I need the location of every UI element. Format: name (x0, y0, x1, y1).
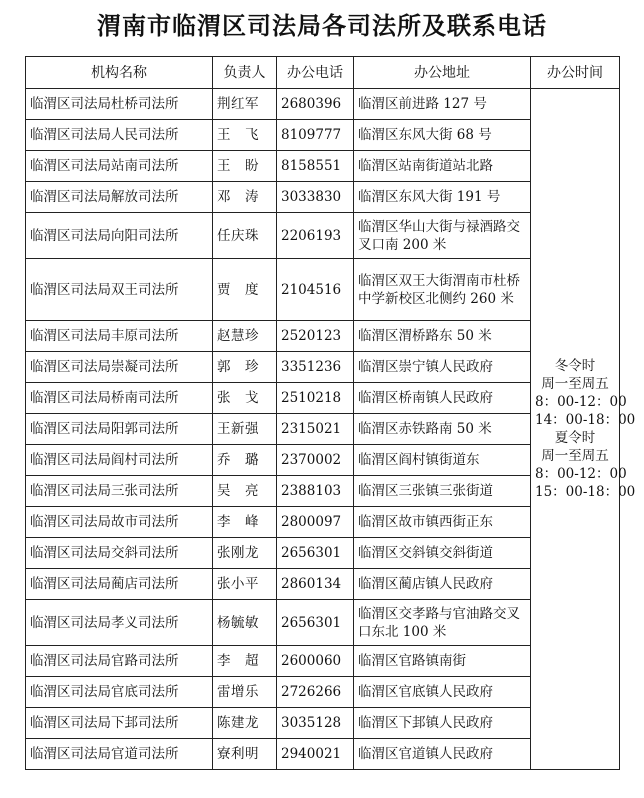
office-phone: 2656301 (277, 600, 354, 646)
table-row (26, 89, 620, 120)
institution-name: 临渭区司法局三张司法所 (26, 476, 213, 507)
office-phone: 2206193 (277, 213, 354, 259)
hours-summer-label: 夏令时 (554, 430, 596, 446)
institution-name: 临渭区司法局孝义司法所 (26, 600, 213, 646)
institution-name: 临渭区司法局崇凝司法所 (26, 352, 213, 383)
hours-winter-am: 8：00-12：00 (535, 394, 627, 410)
office-phone: 8158551 (277, 151, 354, 182)
table-row (26, 646, 620, 677)
header-hours: 办公时间 (531, 57, 620, 89)
office-phone: 2656301 (277, 538, 354, 569)
person-in-charge: 吴 亮 (213, 476, 277, 507)
office-address: 临渭区下邽镇人民政府 (354, 708, 531, 739)
office-address: 临渭区东风大街 191 号 (354, 182, 531, 213)
person-in-charge: 杨毓敏 (213, 600, 277, 646)
office-address: 临渭区前进路 127 号 (354, 89, 531, 120)
institution-name: 临渭区司法局桥南司法所 (26, 383, 213, 414)
hours-winter-label: 冬令时 (554, 358, 596, 374)
institution-name: 临渭区司法局官道司法所 (26, 739, 213, 770)
office-address: 临渭区东风大街 68 号 (354, 120, 531, 151)
office-address: 临渭区交孝路与官油路交叉口东北 100 米 (354, 600, 531, 646)
table-row (26, 677, 620, 708)
table-row (26, 569, 620, 600)
office-address: 临渭区华山大街与禄酒路交叉口南 200 米 (354, 213, 531, 259)
office-address: 临渭区故市镇西街正东 (354, 507, 531, 538)
hours-summer-days: 周一至周五 (541, 448, 609, 464)
office-phone: 2104516 (277, 259, 354, 321)
office-address: 临渭区桥南镇人民政府 (354, 383, 531, 414)
table-row (26, 414, 620, 445)
institution-name: 临渭区司法局故市司法所 (26, 507, 213, 538)
institution-name: 临渭区司法局双王司法所 (26, 259, 213, 321)
person-in-charge: 邓 涛 (213, 182, 277, 213)
table-row (26, 600, 620, 646)
office-phone: 2510218 (277, 383, 354, 414)
table-row (26, 182, 620, 213)
office-phone: 3033830 (277, 182, 354, 213)
person-in-charge: 王 盼 (213, 151, 277, 182)
hours-winter-pm: 14：00-18：00 (535, 412, 636, 428)
person-in-charge: 张刚龙 (213, 538, 277, 569)
table-row (26, 321, 620, 352)
header-row (26, 57, 620, 89)
table-row (26, 352, 620, 383)
institution-name: 临渭区司法局杜桥司法所 (26, 89, 213, 120)
office-address: 临渭区三张镇三张街道 (354, 476, 531, 507)
institution-name: 临渭区司法局人民司法所 (26, 120, 213, 151)
institution-name: 临渭区司法局阎村司法所 (26, 445, 213, 476)
office-phone: 3351236 (277, 352, 354, 383)
office-address: 临渭区渭桥路东 50 米 (354, 321, 531, 352)
office-phone: 3035128 (277, 708, 354, 739)
table-row (26, 259, 620, 321)
institution-name: 临渭区司法局解放司法所 (26, 182, 213, 213)
table-row (26, 151, 620, 182)
table-row (26, 708, 620, 739)
person-in-charge: 郭 珍 (213, 352, 277, 383)
office-phone: 2800097 (277, 507, 354, 538)
hours-summer-pm: 15：00-18：00 (535, 484, 636, 500)
office-address: 临渭区站南街道站北路 (354, 151, 531, 182)
person-in-charge: 张 戈 (213, 383, 277, 414)
table-row (26, 120, 620, 151)
office-phone: 2680396 (277, 89, 354, 120)
person-in-charge: 赵慧珍 (213, 321, 277, 352)
office-address: 临渭区交斜镇交斜街道 (354, 538, 531, 569)
office-phone: 8109777 (277, 120, 354, 151)
institution-name: 临渭区司法局向阳司法所 (26, 213, 213, 259)
person-in-charge: 张小平 (213, 569, 277, 600)
person-in-charge: 王 飞 (213, 120, 277, 151)
institution-name: 临渭区司法局官路司法所 (26, 646, 213, 677)
person-in-charge: 李 峰 (213, 507, 277, 538)
institution-name: 临渭区司法局下邽司法所 (26, 708, 213, 739)
person-in-charge: 雷增乐 (213, 677, 277, 708)
office-address: 临渭区阎村镇街道东 (354, 445, 531, 476)
header-phone: 办公电话 (277, 57, 354, 89)
table-row (26, 213, 620, 259)
person-in-charge: 任庆珠 (213, 213, 277, 259)
header-name: 机构名称 (26, 57, 213, 89)
office-address: 临渭区赤铁路南 50 米 (354, 414, 531, 445)
office-phone: 2520123 (277, 321, 354, 352)
person-in-charge: 王新强 (213, 414, 277, 445)
table-row (26, 507, 620, 538)
office-address: 临渭区官道镇人民政府 (354, 739, 531, 770)
hours-summer-am: 8：00-12：00 (535, 466, 627, 482)
person-in-charge: 贾 度 (213, 259, 277, 321)
table-row (26, 739, 620, 770)
institution-name: 临渭区司法局蔺店司法所 (26, 569, 213, 600)
table-row (26, 445, 620, 476)
person-in-charge: 荆红军 (213, 89, 277, 120)
directory-table (25, 56, 636, 770)
office-phone: 2388103 (277, 476, 354, 507)
office-address: 临渭区官路镇南街 (354, 646, 531, 677)
person-in-charge: 寮利明 (213, 739, 277, 770)
table-row (26, 383, 620, 414)
institution-name: 临渭区司法局官底司法所 (26, 677, 213, 708)
page-title: 渭南市临渭区司法局各司法所及联系电话 (97, 12, 547, 40)
person-in-charge: 陈建龙 (213, 708, 277, 739)
office-phone: 2370002 (277, 445, 354, 476)
office-phone: 2940021 (277, 739, 354, 770)
table-row (26, 538, 620, 569)
office-address: 临渭区蔺店镇人民政府 (354, 569, 531, 600)
institution-name: 临渭区司法局阳郭司法所 (26, 414, 213, 445)
hours-winter-days: 周一至周五 (541, 376, 609, 392)
office-address: 临渭区崇宁镇人民政府 (354, 352, 531, 383)
institution-name: 临渭区司法局交斜司法所 (26, 538, 213, 569)
person-in-charge: 李 超 (213, 646, 277, 677)
office-hours-cell (531, 89, 636, 770)
person-in-charge: 乔 璐 (213, 445, 277, 476)
header-address: 办公地址 (354, 57, 531, 89)
table-row (26, 476, 620, 507)
institution-name: 临渭区司法局站南司法所 (26, 151, 213, 182)
office-address: 临渭区官底镇人民政府 (354, 677, 531, 708)
office-phone: 2726266 (277, 677, 354, 708)
institution-name: 临渭区司法局丰原司法所 (26, 321, 213, 352)
header-person: 负责人 (213, 57, 277, 89)
office-phone: 2600060 (277, 646, 354, 677)
office-phone: 2860134 (277, 569, 354, 600)
office-phone: 2315021 (277, 414, 354, 445)
office-address: 临渭区双王大街渭南市杜桥中学新校区北侧约 260 米 (354, 259, 531, 321)
